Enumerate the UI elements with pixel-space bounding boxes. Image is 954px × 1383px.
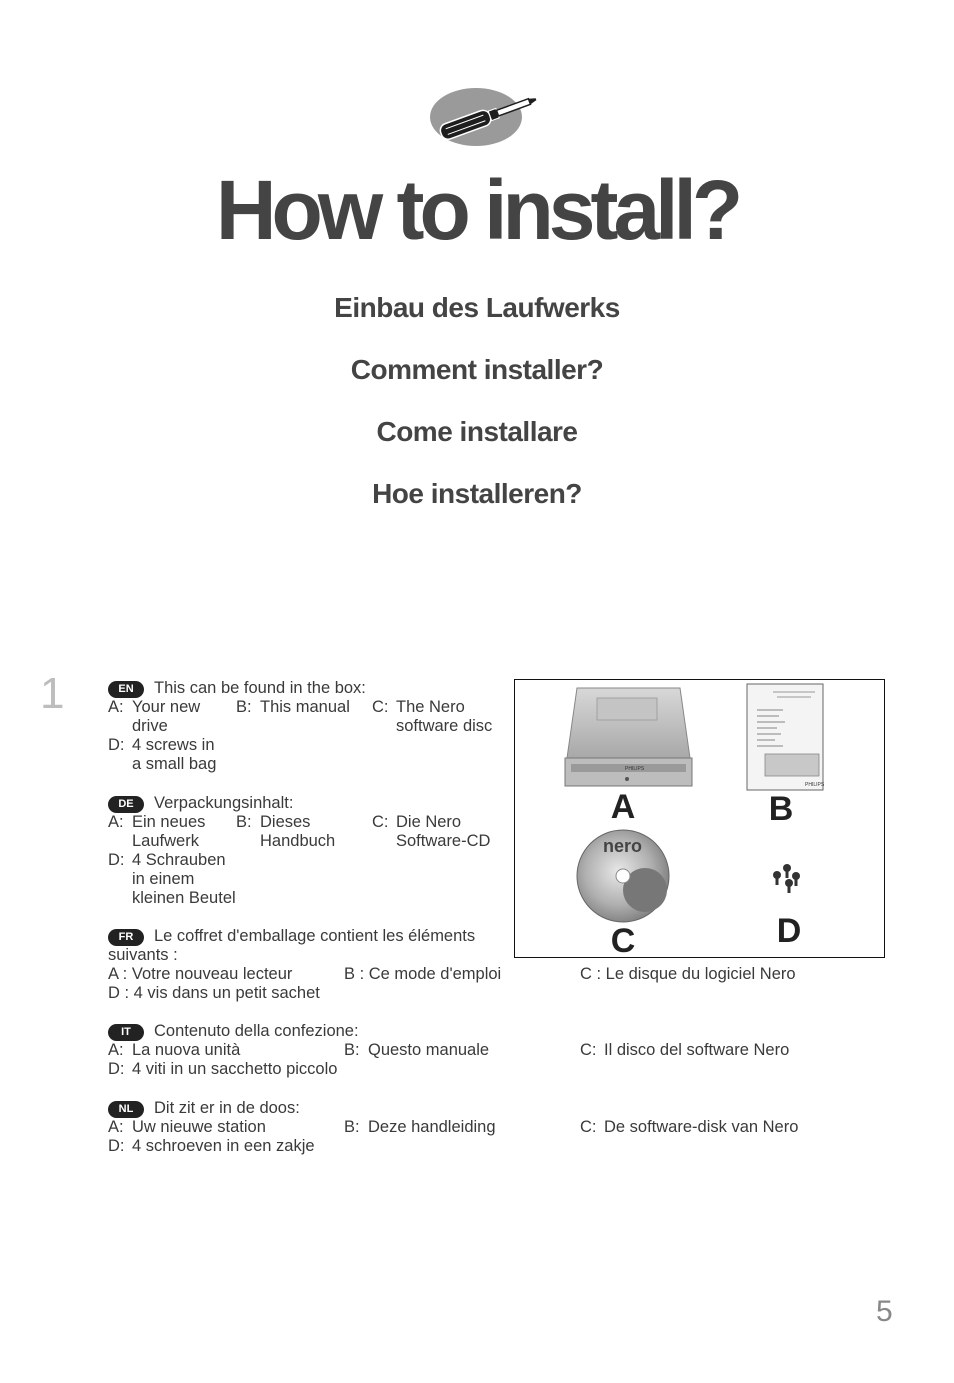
fr-b-text: B : Ce mode d'emploi [344, 965, 502, 983]
label-c: C [610, 922, 636, 956]
en-c-text-2: software disc [396, 717, 493, 735]
fr-a-text: A : Votre nouveau lecteur [108, 965, 293, 983]
it-c-label: C: [580, 1041, 597, 1059]
en-d-text-2: a small bag [132, 755, 217, 773]
nl-b-text: Deze handleiding [368, 1118, 496, 1136]
en-d-label: D: [108, 736, 125, 754]
manual-image [747, 684, 825, 790]
en-c-text: The Nero [396, 698, 465, 716]
en-b-text: This manual [260, 698, 350, 716]
it-a-text: La nuova unità [132, 1041, 241, 1059]
it-b-label: B: [344, 1041, 360, 1059]
disc-image [577, 830, 669, 922]
de-a-label: A: [108, 813, 124, 831]
de-d-text-2: in einem [132, 870, 195, 888]
en-a-text-2: drive [132, 717, 168, 735]
fr-d-text: D : 4 vis dans un petit sachet [108, 984, 320, 1002]
it-heading: Contenuto della confezione: [154, 1022, 359, 1040]
label-b: B [768, 790, 794, 828]
manual-brand: PHILIPS [805, 782, 825, 788]
nl-d-label: D: [108, 1137, 125, 1155]
it-a-label: A: [108, 1041, 124, 1059]
language-badge-it: IT [108, 1024, 144, 1041]
de-d-label: D: [108, 851, 125, 869]
label-a: A [610, 788, 636, 826]
language-badge-de: DE [108, 796, 144, 813]
section-nl [108, 1099, 858, 1156]
de-c-text-2: Software-CD [396, 832, 491, 850]
box-contents-illustration [515, 680, 883, 956]
language-badge-fr: FR [108, 929, 144, 946]
subtitle-it: Come installare [376, 416, 578, 447]
nl-d-text: 4 schroeven in een zakje [132, 1137, 315, 1155]
page-number: 5 [876, 1295, 893, 1328]
nl-c-label: C: [580, 1118, 597, 1136]
drive-image [565, 688, 692, 786]
de-a-text: Ein neues [132, 813, 206, 831]
en-heading: This can be found in the box: [154, 679, 366, 697]
disc-brand: nero [603, 836, 643, 856]
box-contents-photo [514, 679, 885, 958]
nl-b-label: B: [344, 1118, 360, 1136]
it-d-text: 4 viti in un sacchetto piccolo [132, 1060, 338, 1078]
fr-c-text: C : Le disque du logiciel Nero [580, 965, 796, 983]
de-b-text-2: Handbuch [260, 832, 336, 850]
fr-heading-2: suivants : [108, 946, 178, 964]
de-a-text-2: Laufwerk [132, 832, 199, 850]
label-d: D [776, 912, 802, 950]
en-d-text: 4 screws in [132, 736, 215, 754]
fr-heading: Le coffret d'emballage contient les éléments [154, 927, 476, 945]
nl-a-label: A: [108, 1118, 124, 1136]
it-c-text: Il disco del software Nero [604, 1041, 790, 1059]
de-c-label: C: [372, 813, 389, 831]
language-badge-en: EN [108, 681, 144, 698]
language-badge-nl: NL [108, 1101, 144, 1118]
de-d-text: 4 Schrauben [132, 851, 226, 869]
subtitle-fr: Comment installer? [350, 354, 604, 385]
de-c-text: Die Nero [396, 813, 462, 831]
section-it [108, 1022, 858, 1079]
page-title: How to install? [215, 163, 739, 257]
nl-a-text: Uw nieuwe station [132, 1118, 266, 1136]
it-d-label: D: [108, 1060, 125, 1078]
de-b-label: B: [236, 813, 252, 831]
drive-brand: PHILIPS [625, 766, 645, 772]
it-b-text: Questo manuale [368, 1041, 490, 1059]
screwdriver-icon [428, 86, 540, 148]
de-b-text: Dieses [260, 813, 311, 831]
nl-c-text: De software-disk van Nero [604, 1118, 799, 1136]
subtitle-de: Einbau des Laufwerks [334, 292, 620, 323]
en-c-label: C: [372, 698, 389, 716]
en-a-text: Your new [132, 698, 201, 716]
en-a-label: A: [108, 698, 124, 716]
step-number: 1 [40, 669, 65, 718]
nl-heading: Dit zit er in de doos: [154, 1099, 300, 1117]
de-heading: Verpackungsinhalt: [154, 794, 294, 812]
de-d-text-3: kleinen Beutel [132, 889, 236, 907]
screws-image [773, 864, 800, 893]
en-b-label: B: [236, 698, 252, 716]
subtitle-nl: Hoe installeren? [372, 478, 582, 509]
